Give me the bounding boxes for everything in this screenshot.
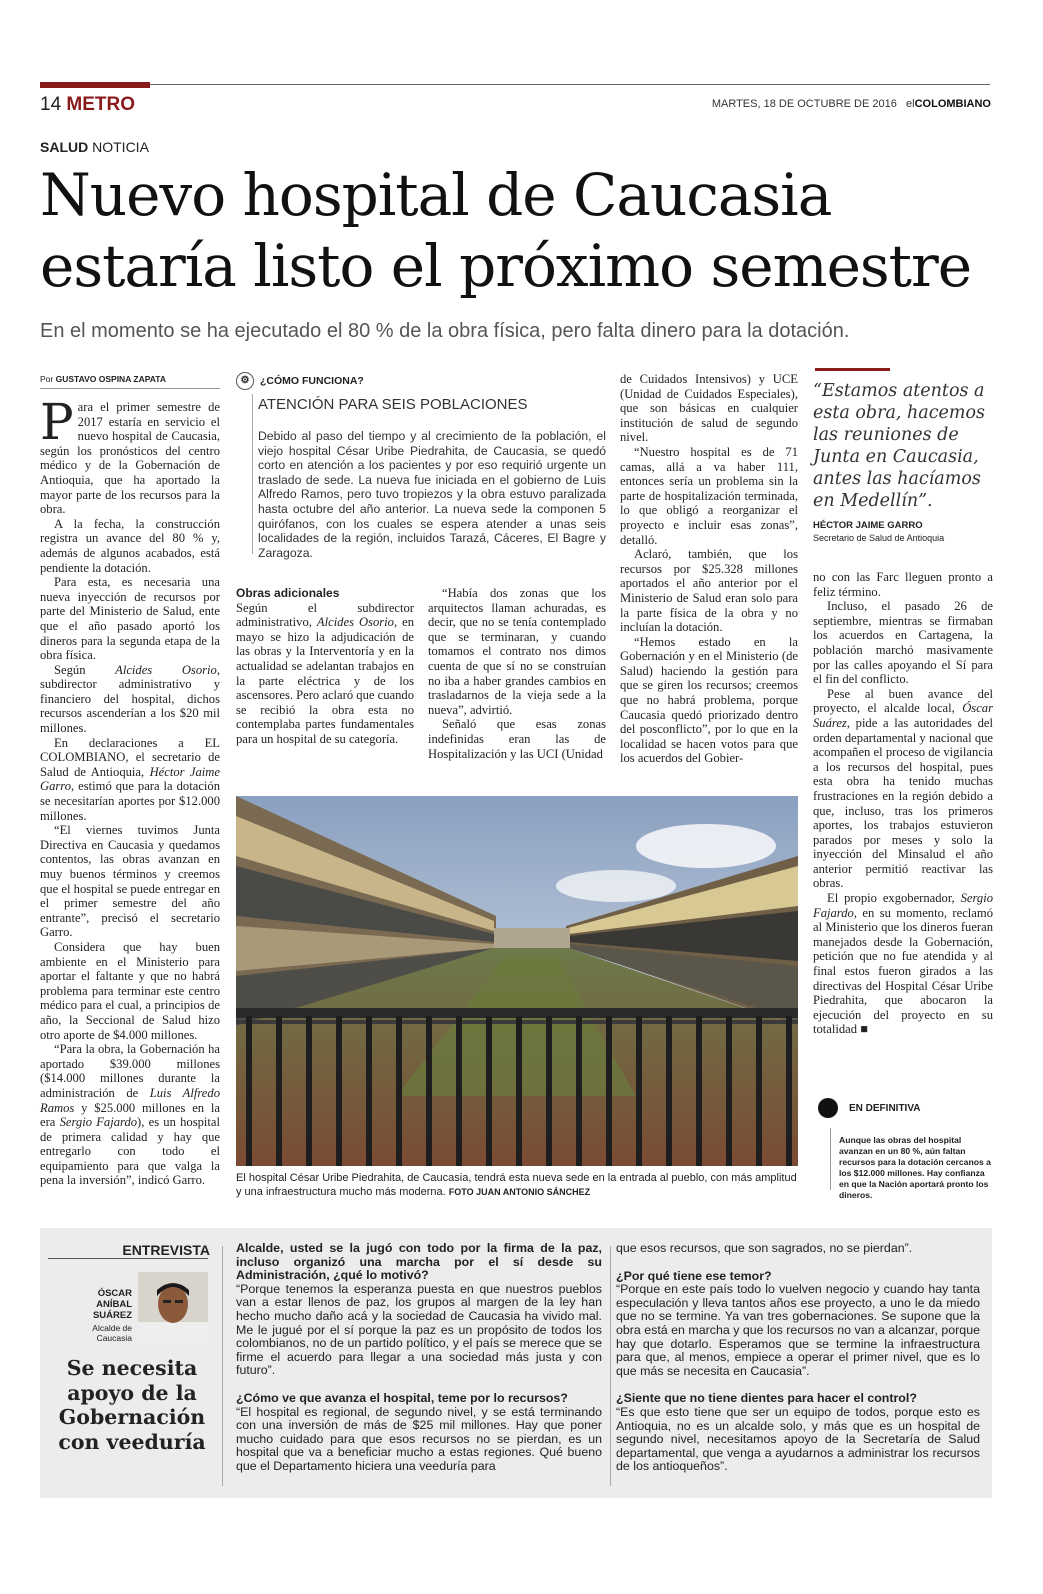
paragraph: Incluso, el pasado 26 de septiembre, mientras se firmaban los acuerdos en Cartagena, la población marchó masivamente por las calles apoyando el Sí para el fin del conflicto. (813, 599, 993, 687)
article-column-5 (813, 570, 993, 1037)
end-mark: ■ (860, 1022, 868, 1037)
photo-caption (236, 1172, 801, 1199)
issue-date: MARTES, 18 DE OCTUBRE DE 2016 (711, 98, 897, 110)
interview-divider (610, 1246, 611, 1486)
interview-question: Alcalde, usted se la jugó con todo por la firma de la paz, incluso organizó una marcha por el sí desde su Administración, ¿qué lo motivó? (236, 1241, 602, 1283)
info-box-rule (252, 394, 253, 554)
headline (40, 160, 1000, 302)
quote-accent-rule (815, 368, 890, 371)
paragraph: Según el subdirector administrativo, Alcides Osorio, en mayo se hizo la adjudicación de las obras y la Interventoría y en la actualidad se adelantan trabajos en la parte eléctrica y de los ascensores. Pero aclaró que cuando se recibió la obra esta no contemplaba partes fundamentales para un hospital de su categoría. (236, 600, 414, 746)
article-column-4 (620, 372, 798, 766)
info-box-kicker: ⚙ ¿CÓMO FUNCIONA? (236, 372, 364, 390)
paragraph: Para esta, es necesaria una nueva inyección de recursos por parte del Ministerio de Salud, ente que el año pasado aportó los dineros para la segunda etapa de la obra física. (40, 575, 220, 663)
byline-author: GUSTAVO OSPINA ZAPATA (55, 374, 166, 384)
interview-label: ENTREVISTA (122, 1242, 210, 1258)
paper-name: COLOMBIANO (914, 98, 991, 110)
page-section (40, 94, 135, 116)
caption-text: El hospital César Uribe Piedrahita, de Caucasia, tendrá esta nueva sede en la entrada al pueblo, con más amplitud y una infraestructura mucho más moderna. (236, 1172, 797, 1198)
info-box-body: Debido al paso del tiempo y al crecimiento de la población, el viejo hospital César Uribe Piedrahita, de Caucasia, se quedó corto en atención a los pacientes y por eso requirió urgente un traslado de sede. La nueva fue iniciada en el gobierno de Luis Alfredo Ramos, pero tuvo tropiezos y la obra estuvo paralizada hasta octubre del año anterior. La nueva sede la componen 5 quirófanos, con los cuales se espera atender a unas seis localidades de la región, incluidos Tarazá, Cáceres, El Bagre y Zaragoza. (258, 429, 606, 560)
paragraph: “El viernes tuvimos Junta Directiva en Caucasia y quedamos contentos, las obras avanzan en muy buenos términos y creemos que el hospital se puede entregar en el primer semestre del año entrante”, precisó el secretario Garro. (40, 823, 220, 940)
headline-line-2: estaría listo el próximo semestre (40, 232, 972, 300)
gears-icon: ⚙ (236, 372, 254, 390)
info-box-title: ATENCIÓN PARA SEIS POBLACIONES (258, 396, 528, 413)
paragraph: Considera que hay buen ambiente en el Ministerio para aportar el faltante y que no habrá problema para terminar este centro médico para el cual, a principios de año, la Seccional de Salud hizo otro aporte de $4.000 millones. (40, 939, 220, 1042)
interviewee-role: Alcalde de Caucasia (92, 1323, 132, 1343)
paragraph: “Hemos estado en la Gobernación y en el Ministerio (de Salud) haciendo la gestión para que se giren los recursos; creemos que no habrá problema, porque Caucasia quedó priorizado dentro del posconflicto”, por lo que en la localidad se hacen votos para que los acuerdos del Gobier- (620, 634, 798, 766)
interview-answer: “Porque tenemos la esperanza puesta en que nuestros pueblos van a estar llenos de paz, los grupos al margen de la ley han hecho mucho daño acá y la sociedad de Caucasia ha vivido mal. Me le jugué por el sí porque la paz es un propósito de todos los colombianos, no de un partido político, y el país se merece que se firme el acuerdo para llegar a una sociedad más justa y con futuro”. (236, 1281, 602, 1378)
article-column-3 (428, 586, 606, 761)
paragraph: “Para la obra, la Gobernación ha aportado $39.000 millones ($14.000 millones durante la administración de Luis Alfredo Ramos y $25.000 millones en la era Sergio Fajardo), es un hospital de primera calidad y hay que entregarlo con todo el equipamiento para que valga la pena la inversión”, indicó Garro. (40, 1042, 220, 1188)
subheadline: En el momento se ha ejecutado el 80 % de la obra física, pero falta dinero para la dotación. (40, 320, 850, 342)
kicker-topic: SALUD (40, 139, 89, 155)
summary-title: EN DEFINITIVA (849, 1103, 921, 1114)
pull-quote: “Estamos atentos a esta obra, hacemos las reuniones de Junta en Caucasia, antes las hacíamos en Medellín”. (813, 381, 986, 511)
paragraph: “Había dos zonas que los arquitectos llaman achuradas, es decir, que no se tenía contemplado que se terminaran, y cuando tomamos el contrato nos dimos cuenta de que sí no se construían no iba a haber grandes cambios en trasladarnos de la vieja sede a la nueva”, advirtió. (428, 586, 606, 717)
paragraph: de Cuidados Intensivos) y UCE (Unidad de Cuidados Especiales), que son básicas en cualquier institución de salud de segundo nivel. (620, 372, 798, 445)
interview-answer: que esos recursos, que son sagrados, no se pierdan”. (616, 1241, 913, 1255)
person-name: Óscar Suárez (813, 701, 993, 730)
byline-prefix: Por (40, 374, 54, 384)
paragraph: Señaló que esas zonas indefinidas eran las de Hospitalización y las UCI (Unidad (428, 717, 606, 761)
avatar (138, 1272, 208, 1346)
person-name: Sergio Fajardo (813, 891, 993, 920)
section-subtitle: Obras adicionales (236, 586, 340, 600)
portrait-image (138, 1272, 208, 1346)
person-name: Luis Alfredo Ramos (40, 1085, 220, 1115)
person-name: Héctor Jaime Garro (40, 764, 220, 794)
interview-answer: “El hospital es regional, de segundo nivel, y se está terminando con una inversión de más de $25 mil millones. Hay que poner mucho cuidado para que esos recursos no se pierdan, es un hospital que va a beneficiar mucho a estas regiones. Qué bueno que el Departamento hiciera una veeduría para (236, 1404, 602, 1473)
drop-cap: P (40, 393, 74, 451)
hospital-photo-image (236, 796, 798, 1166)
summary-icon (818, 1098, 838, 1118)
quote-author-role: Secretario de Salud de Antioquia (813, 533, 945, 543)
paragraph: “Nuestro hospital es de 71 camas, allá a va haber 111, entonces sería un problema sin la parte de hospitalización terminada, lo que obligó a reorganizar el proyecto e incluir esas zonas”, detalló. (620, 444, 798, 547)
interview-column-1 (236, 1242, 602, 1474)
section-accent-bar (40, 82, 150, 88)
person-name: Alcides Osorio (115, 662, 217, 677)
photo-credit: FOTO JUAN ANTONIO SÁNCHEZ (448, 1186, 591, 1197)
summary-rule (830, 1128, 831, 1190)
quote-author: HÉCTOR JAIME GARRO (813, 520, 923, 531)
info-box (236, 372, 608, 570)
interview-column-2 (616, 1242, 980, 1474)
paragraph: En declaraciones a EL COLOMBIANO, el secretario de Salud de Antioquia, Héctor Jaime Garro, estimó que para la dotación se necesitarían aportes por $12.000 millones. (40, 735, 220, 823)
summary-body: Aunque las obras del hospital avanzan en un 80 %, aún faltan recursos para la dotación cercanos a los $12.000 millones. Hay confianza en que la Nación aportará pronto los dineros. (839, 1135, 991, 1200)
interview-answer: “Porque en este país todo lo vuelven negocio y cuando hay tanta especulación y lleva tantos años ese proyecto, a uno le da miedo que no se termine. Ya van tres gobernaciones. Se supone que la obra está en marcha y que los recursos no van a alcanzar, porque hay que dotarlo. Esperamos que se termine la infraestructura para que, al menos, empiece a operar el primer nivel, que es lo que más se necesita en Caucasia”. (616, 1282, 980, 1378)
article-kicker (40, 139, 149, 155)
interview-label-rule (48, 1258, 208, 1259)
headline-line-1: Nuevo hospital de Caucasia (40, 161, 832, 229)
person-name: Sergio Fajardo (59, 1115, 138, 1130)
paragraph: El propio exgobernador, Sergio Fajardo, en su momento, reclamó al Ministerio que los dineros fueran manejados desde la Gobernación, petición que no fue atendida y al final estos fueron girados a las directivas del Hospital César Uribe Piedrahita, que abocaron la ejecución del proyecto en su totalidad ■ (813, 891, 993, 1037)
interview-headline: Se necesita apoyo de la Gobernación con veeduría (58, 1356, 206, 1454)
interview-question: ¿Cómo ve que avanza el hospital, teme por lo recursos? (236, 1390, 568, 1405)
paragraph: Aclaró, también, que los recursos por $25.328 millones aportados el año anterior por el Ministerio de Salud eran solo para la parte física de la obra y no incluían la dotación. (620, 547, 798, 635)
article-column-2 (236, 586, 414, 747)
interview-divider (222, 1246, 223, 1486)
interview-answer: “Es que esto tiene que ser un equipo de todos, porque esto es Antioquia, no es un alcalde solo, y más que es un hospital de segundo nivel, necesitamos apoyo de la Secretaría de Salud departamental, que venga a ayudarnos a administrar los recursos de los antioqueños”. (616, 1404, 980, 1474)
page-number: 14 (40, 94, 62, 115)
masthead (712, 98, 991, 110)
paragraph: Según Alcides Osorio, subdirector administrativo y financiero del hospital, dichos recursos ascenderían a los $20 mil millones. (40, 662, 220, 736)
section-name: METRO (66, 94, 136, 115)
person-name: Alcides Osorio (316, 615, 394, 630)
hospital-photo (236, 796, 798, 1166)
interviewee-name: ÓSCAR ANÍBAL SUÁREZ (92, 1288, 132, 1321)
paper-prefix: el (906, 98, 915, 110)
article-column-1 (40, 393, 220, 1188)
interview-question: ¿Por qué tiene ese temor? (616, 1268, 772, 1283)
paragraph: A la fecha, la construcción registra un avance del 80 % y, además de algunos acabados, está pendiente la dotación. (40, 516, 220, 575)
paragraph: no con las Farc lleguen pronto a feliz término. (813, 570, 993, 599)
byline (40, 374, 166, 384)
header-rule (40, 84, 990, 85)
byline-rule (40, 388, 220, 389)
paragraph: Para el primer semestre de 2017 estaría en servicio el nuevo hospital de Caucasia, según los pronósticos del centro médico y de la Gobernación de Antioquia, que ha aportado la mayor parte de los recursos para la obra. (40, 393, 220, 517)
interview-question: ¿Siente que no tiene dientes para hacer el control? (616, 1391, 917, 1406)
paragraph: Pese al buen avance del proyecto, el alcalde local, Óscar Suárez, pide a las autoridades del orden departamental y nacional que acompañen el proceso de vigilancia a los recursos del hospital, pues esta obra ha tenido muchas frustraciones en la región debido a que, incluso, tras los primeros aportes, los trabajos estuvieron parados por meses y solo la inyección del Minsalud el año anterior permitió reactivar las obras. (813, 686, 993, 891)
kicker-type: NOTICIA (92, 139, 149, 155)
